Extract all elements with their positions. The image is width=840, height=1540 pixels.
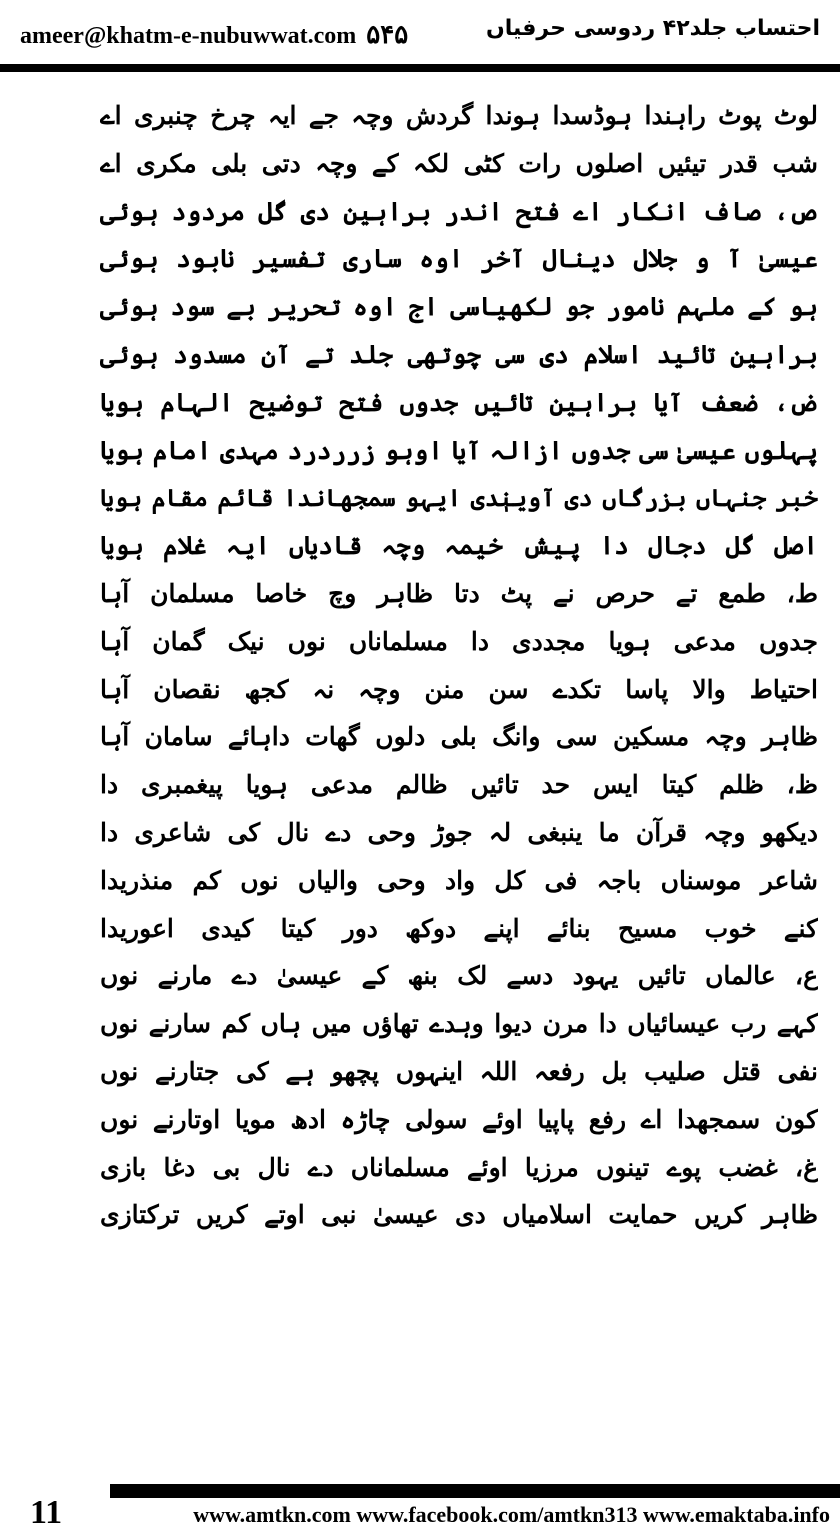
verse-line: ہو کے ملہم نامور جو لکھیاسی اج اوہ تحریر بے سود ہوئی	[100, 292, 818, 322]
footer-rule	[110, 1484, 840, 1498]
verse-line: ض، ضعف آیا براہین تائیں جدوں فتح توضیح الہام ہویا	[100, 387, 818, 417]
page-header	[0, 0, 840, 66]
verse-line: ظ، ظلم کیتا ایس حد تائیں ظالم مدعی ہویا پیغمبری دا	[100, 770, 818, 800]
verse-line: ع، عالماں تائیں یہود دسے لک بنھ کے عیسیٰ دے مارنے نوں	[100, 961, 818, 991]
header-book-title: احتساب جلد۴۲ ردوسی حرفیاں	[485, 16, 820, 41]
verse-line: جدوں مدعی ہویا مجددی دا مسلماناں نوں نیک گمان آہا	[100, 626, 818, 656]
verse-line: کہے رب عیسائیاں دا مرن دیوا وہدے تھاؤں میں ہاں کم سارنے نوں	[100, 1009, 818, 1039]
footer-links: www.amtkn.com www.facebook.com/amtkn313 www.emaktaba.info	[193, 1502, 830, 1527]
header-page-number: ۵۴۵	[366, 20, 409, 49]
header-rule	[0, 64, 840, 72]
verse-line: ظاہر وچہ مسکین سی وانگ بلی دلوں گھات داہائے سامان آہا	[100, 722, 818, 752]
verse-line: کون سمجھدا اے رفع پاپیا اوئے سولی چاڑہ ادھ مویا اوتارنے نوں	[100, 1104, 818, 1134]
verse-line: اصل گل دجال دا پیش خیمہ وچہ قادیاں ایہ غلام ہویا	[100, 531, 818, 561]
header-email: ameer@khatm-e-nubuwwat.com	[20, 23, 357, 49]
verse-line: ص، صاف انکار اے فتح اندر براہین دی گل مردود ہوئی	[100, 196, 818, 226]
verse-line: پہلوں عیسیٰ سی جدوں ازالہ آیا اوہو زرردرد مہدی امام ہویا	[100, 435, 818, 465]
verse-line: عیسیٰ آ و جلال دینال آخر اوہ ساری تفسیر نابود ہوئی	[100, 244, 818, 274]
verse-line: براہین تائید اسلام دی سی چوتھی جلد تے آن مسدود ہوئی	[100, 339, 818, 369]
header-left	[20, 20, 408, 50]
footer-page-index: 11	[30, 1494, 63, 1531]
verse-line: دیکھو وچہ قرآن ما ینبغی لہ جوڑ وحی دے نال کی شاعری دا	[100, 817, 818, 847]
poem-body	[100, 92, 818, 1239]
verse-line: شب قدر تیئیں اصلوں رات کٹی لکہ کے وچہ دتی بلی مکری اے	[100, 148, 818, 178]
verse-line: خبر جنہاں بزرگاں دی آوینٖدی ایہو سمجھاندا قائم مقام ہویا	[100, 483, 818, 513]
verse-line: احتیاط والا پاسا تکدے سن منن وچہ نہ کجھ نقصان آہا	[100, 674, 818, 704]
page-footer	[0, 1478, 840, 1540]
verse-line: لوٹ پوٹ راہندا ہوڈسدا ہوندا گردش وچہ جے ایہ چرخ چنبری اے	[100, 101, 818, 130]
verse-line: ظاہر کریں حمایت اسلامیاں دی عیسیٰ نبی اوتے کریں ترکتازی	[100, 1200, 818, 1230]
verse-line: نفی قتل صلیب بل رفعہ اللہ اینہوں پچھو ہے کی جتارنے نوں	[100, 1056, 818, 1086]
verse-line: ط، طمع تے حرص نے پٹ دتا ظاہر وچ خاصا مسلمان آہا	[100, 578, 818, 608]
verse-line: شاعر موسناں باجہ فی کل واد وحی والیاں نوں کم منذریدا	[100, 865, 818, 895]
verse-line: کنے خوب مسیح بنائے اپنے دوکھ دور کیتا کیدی اعوریدا	[100, 913, 818, 943]
verse-line: غ، غضب پوے تینوں مرزیا اوئے مسلماناں دے نال بی دغا بازی	[100, 1152, 818, 1182]
